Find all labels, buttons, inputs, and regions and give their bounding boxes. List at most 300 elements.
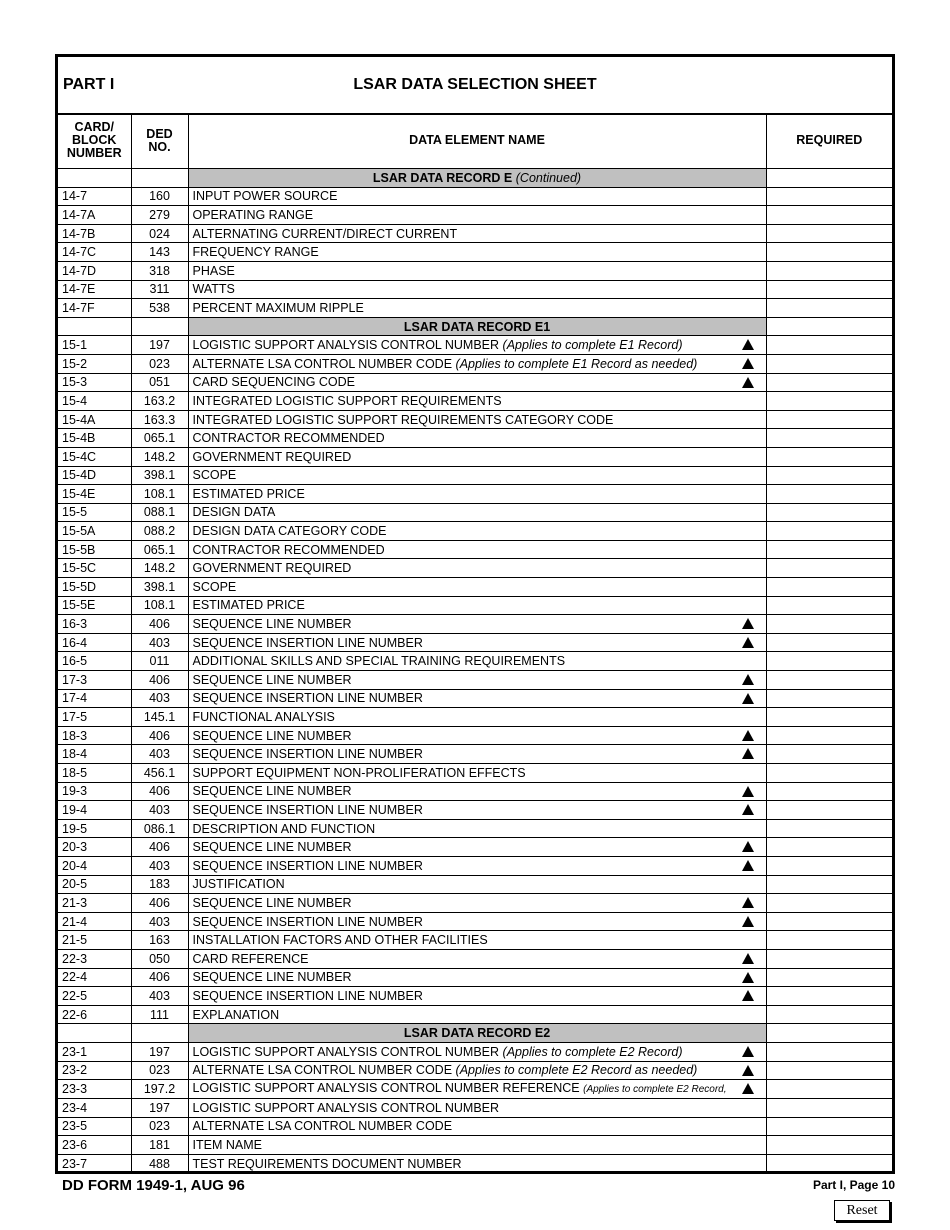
triangle-marker-icon: [742, 804, 754, 815]
data-element-name: INPUT POWER SOURCE: [188, 187, 766, 206]
required-field[interactable]: [766, 968, 892, 987]
table-row: [58, 224, 892, 243]
required-field[interactable]: [766, 243, 892, 262]
card-block-number: 20-3: [58, 838, 131, 857]
title-bar: [58, 57, 892, 115]
triangle-marker-icon: [742, 674, 754, 685]
required-field[interactable]: [766, 894, 892, 913]
data-element-name: CARD REFERENCE: [188, 949, 766, 968]
card-block-number: 22-4: [58, 968, 131, 987]
data-element-name: OPERATING RANGE: [188, 206, 766, 225]
required-field[interactable]: [766, 875, 892, 894]
table-row: [58, 336, 892, 355]
ded-number: 406: [131, 838, 188, 857]
required-field[interactable]: [766, 187, 892, 206]
table-row: [58, 875, 892, 894]
header-required: REQUIRED: [766, 113, 892, 169]
card-block-number: 15-5A: [58, 522, 131, 541]
card-block-number: 15-2: [58, 354, 131, 373]
ded-number: 403: [131, 745, 188, 764]
card-block-number: 17-4: [58, 689, 131, 708]
table-row: [58, 447, 892, 466]
card-block-number: 16-5: [58, 652, 131, 671]
triangle-marker-icon: [742, 953, 754, 964]
data-element-name: SEQUENCE INSERTION LINE NUMBER: [188, 745, 766, 764]
data-element-name: LOGISTIC SUPPORT ANALYSIS CONTROL NUMBER REFERENCE (Applies to complete E2 Record,: [188, 1080, 766, 1099]
card-cell: [58, 169, 131, 188]
required-field[interactable]: [766, 708, 892, 727]
required-field[interactable]: [766, 1080, 892, 1099]
ded-number: 148.2: [131, 559, 188, 578]
table-row: [58, 559, 892, 578]
required-field[interactable]: [766, 447, 892, 466]
table-row: [58, 708, 892, 727]
ded-number: 406: [131, 894, 188, 913]
data-element-name: FREQUENCY RANGE: [188, 243, 766, 262]
table-row: [58, 410, 892, 429]
data-element-name: SEQUENCE LINE NUMBER: [188, 615, 766, 634]
table-row: [58, 299, 892, 318]
required-field[interactable]: [766, 429, 892, 448]
ded-number: 311: [131, 280, 188, 299]
card-cell: [58, 317, 131, 336]
ded-number: 403: [131, 801, 188, 820]
triangle-marker-icon: [742, 377, 754, 388]
table-row: [58, 931, 892, 950]
table-row: [58, 1042, 892, 1061]
card-block-number: 18-5: [58, 764, 131, 783]
table-row: [58, 1005, 892, 1024]
card-block-number: 22-5: [58, 987, 131, 1006]
required-cell[interactable]: [766, 317, 892, 336]
data-element-name: ESTIMATED PRICE: [188, 485, 766, 504]
card-block-number: 14-7: [58, 187, 131, 206]
required-field[interactable]: [766, 633, 892, 652]
data-element-name: LOGISTIC SUPPORT ANALYSIS CONTROL NUMBER (Applies to complete E2 Record): [188, 1042, 766, 1061]
table-row: [58, 429, 892, 448]
required-field[interactable]: [766, 503, 892, 522]
data-element-name: EXPLANATION: [188, 1005, 766, 1024]
header-card-block-number: CARD/ BLOCK NUMBER: [58, 113, 131, 169]
table-row: [58, 578, 892, 597]
table-row: [58, 801, 892, 820]
card-block-number: 19-3: [58, 782, 131, 801]
data-element-name: DESIGN DATA: [188, 503, 766, 522]
required-field[interactable]: [766, 764, 892, 783]
triangle-marker-icon: [742, 860, 754, 871]
table-row: [58, 615, 892, 634]
data-element-name: JUSTIFICATION: [188, 875, 766, 894]
ded-number: 065.1: [131, 540, 188, 559]
required-cell[interactable]: [766, 1024, 892, 1043]
triangle-marker-icon: [742, 786, 754, 797]
applies-note: (Applies to complete E1 Record as needed): [455, 356, 698, 371]
data-element-name: SEQUENCE LINE NUMBER: [188, 838, 766, 857]
card-block-number: 15-5D: [58, 578, 131, 597]
table-row: [58, 373, 892, 392]
data-element-name: INTEGRATED LOGISTIC SUPPORT REQUIREMENTS CATEGORY CODE: [188, 410, 766, 429]
data-element-name: PERCENT MAXIMUM RIPPLE: [188, 299, 766, 318]
required-field[interactable]: [766, 912, 892, 931]
table-row: [58, 243, 892, 262]
ded-number: 051: [131, 373, 188, 392]
data-element-name: PHASE: [188, 261, 766, 280]
data-element-name: DESCRIPTION AND FUNCTION: [188, 819, 766, 838]
ded-number: 398.1: [131, 466, 188, 485]
required-field[interactable]: [766, 299, 892, 318]
section-row: [58, 317, 892, 336]
ded-number: 398.1: [131, 578, 188, 597]
table-row: [58, 745, 892, 764]
card-block-number: 15-5E: [58, 596, 131, 615]
ded-number: 088.2: [131, 522, 188, 541]
table-row: [58, 838, 892, 857]
table-row: [58, 354, 892, 373]
required-field[interactable]: [766, 856, 892, 875]
header-ded-no: DED NO.: [131, 113, 188, 169]
required-field[interactable]: [766, 819, 892, 838]
required-field[interactable]: [766, 801, 892, 820]
card-block-number: 15-4E: [58, 485, 131, 504]
table-row: [58, 392, 892, 411]
card-cell: [58, 1024, 131, 1043]
data-element-name: SEQUENCE INSERTION LINE NUMBER: [188, 801, 766, 820]
table-row: [58, 652, 892, 671]
section-title: LSAR DATA RECORD E (Continued): [188, 169, 766, 188]
table-row: [58, 671, 892, 690]
card-block-number: 21-4: [58, 912, 131, 931]
data-element-name: SEQUENCE INSERTION LINE NUMBER: [188, 689, 766, 708]
card-block-number: 20-5: [58, 875, 131, 894]
required-field[interactable]: [766, 373, 892, 392]
table-row: [58, 894, 892, 913]
ded-number: 406: [131, 671, 188, 690]
triangle-marker-icon: [742, 1083, 754, 1094]
card-block-number: 14-7E: [58, 280, 131, 299]
section-title: LSAR DATA RECORD E1: [188, 317, 766, 336]
card-block-number: 15-5B: [58, 540, 131, 559]
card-block-number: 16-4: [58, 633, 131, 652]
card-block-number: 23-6: [58, 1136, 131, 1155]
form-id: DD FORM 1949-1, AUG 96: [62, 1177, 245, 1194]
sheet-title: LSAR DATA SELECTION SHEET: [353, 76, 597, 93]
applies-note: (Applies to complete E2 Record): [502, 1044, 683, 1059]
required-field[interactable]: [766, 1154, 892, 1173]
ded-number: 088.1: [131, 503, 188, 522]
table-row: [58, 1117, 892, 1136]
table-header-row: [58, 113, 892, 169]
table-row: [58, 540, 892, 559]
card-block-number: 21-5: [58, 931, 131, 950]
ded-cell: [131, 317, 188, 336]
required-field[interactable]: [766, 1061, 892, 1080]
card-block-number: 20-4: [58, 856, 131, 875]
data-element-name: FUNCTIONAL ANALYSIS: [188, 708, 766, 727]
data-element-name: CARD SEQUENCING CODE: [188, 373, 766, 392]
ded-number: 197.2: [131, 1080, 188, 1099]
ded-number: 023: [131, 1061, 188, 1080]
ded-number: 197: [131, 1042, 188, 1061]
required-field[interactable]: [766, 336, 892, 355]
triangle-marker-icon: [742, 637, 754, 648]
ded-number: 406: [131, 782, 188, 801]
required-field[interactable]: [766, 689, 892, 708]
data-element-name: SEQUENCE LINE NUMBER: [188, 894, 766, 913]
ded-number: 086.1: [131, 819, 188, 838]
card-block-number: 19-5: [58, 819, 131, 838]
card-block-number: 15-4A: [58, 410, 131, 429]
data-selection-table: [58, 113, 892, 1173]
table-row: [58, 949, 892, 968]
ded-number: 403: [131, 987, 188, 1006]
required-field[interactable]: [766, 280, 892, 299]
required-field[interactable]: [766, 1136, 892, 1155]
data-element-name: WATTS: [188, 280, 766, 299]
ded-number: 108.1: [131, 596, 188, 615]
table-row: [58, 261, 892, 280]
card-block-number: 14-7A: [58, 206, 131, 225]
card-block-number: 16-3: [58, 615, 131, 634]
ded-number: 183: [131, 875, 188, 894]
part-label: PART I: [63, 76, 115, 93]
required-field[interactable]: [766, 1099, 892, 1118]
data-element-name: SUPPORT EQUIPMENT NON-PROLIFERATION EFFECTS: [188, 764, 766, 783]
triangle-marker-icon: [742, 841, 754, 852]
data-element-name: INTEGRATED LOGISTIC SUPPORT REQUIREMENTS: [188, 392, 766, 411]
card-block-number: 17-5: [58, 708, 131, 727]
triangle-marker-icon: [742, 1065, 754, 1076]
card-block-number: 15-5C: [58, 559, 131, 578]
triangle-marker-icon: [742, 693, 754, 704]
card-block-number: 23-3: [58, 1080, 131, 1099]
ded-number: 145.1: [131, 708, 188, 727]
card-block-number: 19-4: [58, 801, 131, 820]
data-element-name: INSTALLATION FACTORS AND OTHER FACILITIES: [188, 931, 766, 950]
ded-number: 163.2: [131, 392, 188, 411]
data-element-name: CONTRACTOR RECOMMENDED: [188, 429, 766, 448]
table-row: [58, 726, 892, 745]
ded-number: 197: [131, 336, 188, 355]
required-field[interactable]: [766, 206, 892, 225]
table-row: [58, 206, 892, 225]
table-row: [58, 689, 892, 708]
card-block-number: 15-5: [58, 503, 131, 522]
ded-number: 023: [131, 354, 188, 373]
card-block-number: 15-4: [58, 392, 131, 411]
required-field[interactable]: [766, 578, 892, 597]
table-row: [58, 987, 892, 1006]
card-block-number: 14-7F: [58, 299, 131, 318]
table-row: [58, 1080, 892, 1099]
required-cell[interactable]: [766, 169, 892, 188]
page-number: Part I, Page 10: [812, 1178, 895, 1192]
data-element-name: LOGISTIC SUPPORT ANALYSIS CONTROL NUMBER: [188, 1099, 766, 1118]
ded-number: 011: [131, 652, 188, 671]
data-element-name: SEQUENCE INSERTION LINE NUMBER: [188, 856, 766, 875]
table-row: [58, 1061, 892, 1080]
reset-button[interactable]: Reset: [834, 1200, 890, 1221]
table-row: [58, 1136, 892, 1155]
ded-number: 403: [131, 633, 188, 652]
applies-note: (Applies to complete E2 Record,: [583, 1084, 727, 1096]
ded-number: 108.1: [131, 485, 188, 504]
table-row: [58, 633, 892, 652]
required-field[interactable]: [766, 987, 892, 1006]
triangle-marker-icon: [742, 339, 754, 350]
ded-number: 181: [131, 1136, 188, 1155]
card-block-number: 14-7B: [58, 224, 131, 243]
ded-number: 160: [131, 187, 188, 206]
data-element-name: SEQUENCE LINE NUMBER: [188, 726, 766, 745]
applies-note: (Applies to complete E2 Record as needed): [455, 1063, 698, 1078]
ded-number: 318: [131, 261, 188, 280]
triangle-marker-icon: [742, 1046, 754, 1057]
card-block-number: 23-4: [58, 1099, 131, 1118]
required-field[interactable]: [766, 224, 892, 243]
required-field[interactable]: [766, 652, 892, 671]
table-row: [58, 596, 892, 615]
required-field[interactable]: [766, 838, 892, 857]
applies-note: (Applies to complete E1 Record): [502, 338, 683, 353]
ded-number: 111: [131, 1005, 188, 1024]
data-element-name: ALTERNATE LSA CONTROL NUMBER CODE (Applies to complete E2 Record as needed): [188, 1061, 766, 1080]
ded-number: 538: [131, 299, 188, 318]
ded-number: 403: [131, 912, 188, 931]
card-block-number: 14-7C: [58, 243, 131, 262]
data-element-name: SEQUENCE INSERTION LINE NUMBER: [188, 912, 766, 931]
required-field[interactable]: [766, 745, 892, 764]
card-block-number: 23-7: [58, 1154, 131, 1173]
table-row: [58, 764, 892, 783]
data-element-name: SEQUENCE INSERTION LINE NUMBER: [188, 633, 766, 652]
data-element-name: SEQUENCE INSERTION LINE NUMBER: [188, 987, 766, 1006]
card-block-number: 21-3: [58, 894, 131, 913]
triangle-marker-icon: [742, 897, 754, 908]
required-field[interactable]: [766, 466, 892, 485]
required-field[interactable]: [766, 1117, 892, 1136]
data-element-name: SCOPE: [188, 466, 766, 485]
triangle-marker-icon: [742, 972, 754, 983]
data-element-name: DESIGN DATA CATEGORY CODE: [188, 522, 766, 541]
card-block-number: 22-6: [58, 1005, 131, 1024]
table-row: [58, 187, 892, 206]
card-block-number: 15-1: [58, 336, 131, 355]
ded-number: 024: [131, 224, 188, 243]
form-frame: [55, 54, 895, 1174]
card-block-number: 15-4B: [58, 429, 131, 448]
required-field[interactable]: [766, 354, 892, 373]
ded-number: 143: [131, 243, 188, 262]
card-block-number: 23-2: [58, 1061, 131, 1080]
required-field[interactable]: [766, 671, 892, 690]
header-data-element-name: DATA ELEMENT NAME: [188, 113, 766, 169]
ded-number: 406: [131, 726, 188, 745]
data-element-name: ALTERNATING CURRENT/DIRECT CURRENT: [188, 224, 766, 243]
data-element-name: SCOPE: [188, 578, 766, 597]
triangle-marker-icon: [742, 730, 754, 741]
table-row: [58, 280, 892, 299]
required-field[interactable]: [766, 522, 892, 541]
table-row: [58, 485, 892, 504]
card-block-number: 17-3: [58, 671, 131, 690]
table-row: [58, 912, 892, 931]
required-field[interactable]: [766, 931, 892, 950]
ded-number: 148.2: [131, 447, 188, 466]
table-row: [58, 968, 892, 987]
required-field[interactable]: [766, 540, 892, 559]
table-row: [58, 1099, 892, 1118]
required-field[interactable]: [766, 559, 892, 578]
ded-cell: [131, 1024, 188, 1043]
data-element-name: SEQUENCE LINE NUMBER: [188, 782, 766, 801]
table-row: [58, 522, 892, 541]
triangle-marker-icon: [742, 916, 754, 927]
required-field[interactable]: [766, 726, 892, 745]
data-element-name: ALTERNATE LSA CONTROL NUMBER CODE (Applies to complete E1 Record as needed): [188, 354, 766, 373]
ded-number: 163.3: [131, 410, 188, 429]
card-block-number: 18-3: [58, 726, 131, 745]
card-block-number: 15-3: [58, 373, 131, 392]
data-element-name: GOVERNMENT REQUIRED: [188, 559, 766, 578]
table-row: [58, 503, 892, 522]
required-field[interactable]: [766, 1005, 892, 1024]
card-block-number: 22-3: [58, 949, 131, 968]
required-field[interactable]: [766, 782, 892, 801]
required-field[interactable]: [766, 410, 892, 429]
required-field[interactable]: [766, 485, 892, 504]
required-field[interactable]: [766, 949, 892, 968]
required-field[interactable]: [766, 392, 892, 411]
ded-number: 406: [131, 615, 188, 634]
data-element-name: ITEM NAME: [188, 1136, 766, 1155]
card-block-number: 18-4: [58, 745, 131, 764]
data-element-name: ADDITIONAL SKILLS AND SPECIAL TRAINING REQUIREMENTS: [188, 652, 766, 671]
ded-number: 065.1: [131, 429, 188, 448]
triangle-marker-icon: [742, 748, 754, 759]
card-block-number: 15-4D: [58, 466, 131, 485]
ded-number: 403: [131, 856, 188, 875]
data-element-name: GOVERNMENT REQUIRED: [188, 447, 766, 466]
section-row: [58, 1024, 892, 1043]
table-row: [58, 466, 892, 485]
required-field[interactable]: [766, 261, 892, 280]
table-row: [58, 856, 892, 875]
data-element-name: ESTIMATED PRICE: [188, 596, 766, 615]
card-block-number: 14-7D: [58, 261, 131, 280]
triangle-marker-icon: [742, 990, 754, 1001]
required-field[interactable]: [766, 1042, 892, 1061]
data-element-name: ALTERNATE LSA CONTROL NUMBER CODE: [188, 1117, 766, 1136]
ded-cell: [131, 169, 188, 188]
card-block-number: 15-4C: [58, 447, 131, 466]
section-title: LSAR DATA RECORD E2: [188, 1024, 766, 1043]
ded-number: 050: [131, 949, 188, 968]
data-element-name: TEST REQUIREMENTS DOCUMENT NUMBER: [188, 1154, 766, 1173]
data-element-name: LOGISTIC SUPPORT ANALYSIS CONTROL NUMBER (Applies to complete E1 Record): [188, 336, 766, 355]
required-field[interactable]: [766, 615, 892, 634]
ded-number: 279: [131, 206, 188, 225]
required-field[interactable]: [766, 596, 892, 615]
card-block-number: 23-1: [58, 1042, 131, 1061]
ded-number: 197: [131, 1099, 188, 1118]
ded-number: 403: [131, 689, 188, 708]
data-element-name: SEQUENCE LINE NUMBER: [188, 671, 766, 690]
triangle-marker-icon: [742, 358, 754, 369]
ded-number: 406: [131, 968, 188, 987]
ded-number: 488: [131, 1154, 188, 1173]
ded-number: 163: [131, 931, 188, 950]
card-block-number: 23-5: [58, 1117, 131, 1136]
